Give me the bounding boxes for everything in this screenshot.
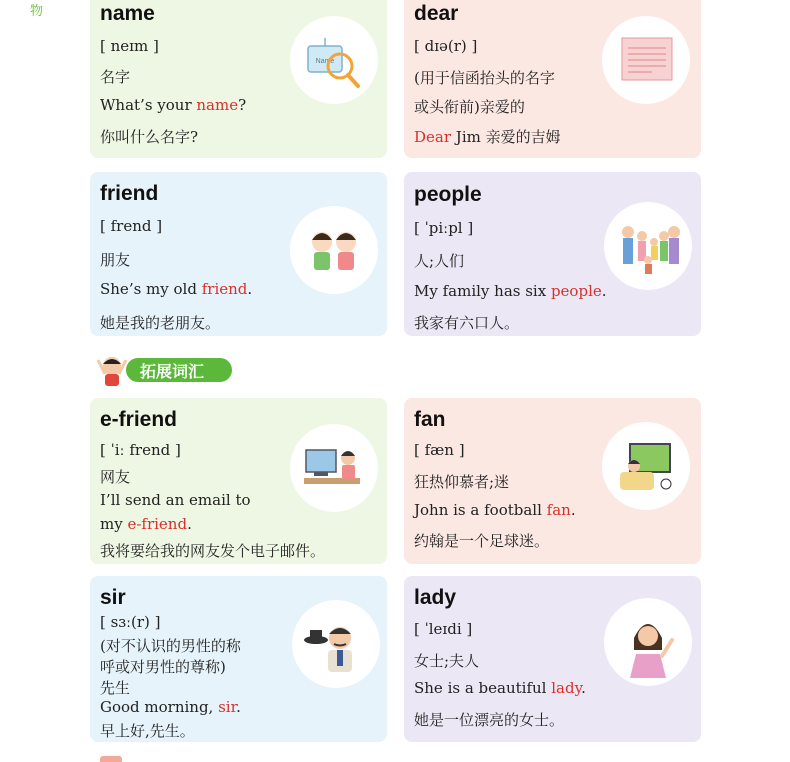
computer-chat-picture bbox=[290, 424, 378, 512]
vocab-word: fan bbox=[414, 408, 446, 431]
watching-football-picture bbox=[602, 422, 690, 510]
vocab-meaning: 名字 bbox=[100, 68, 131, 86]
vocab-translation: 她是我的老朋友。 bbox=[100, 314, 221, 332]
vocab-card-friend bbox=[90, 172, 387, 336]
vocab-meaning: (用于信函抬头的名字 bbox=[414, 69, 555, 87]
vocab-sentence: Good morning, sir. bbox=[100, 698, 241, 716]
vocab-card-sir bbox=[90, 576, 387, 742]
name-tag-magnifier-picture bbox=[290, 16, 378, 104]
lady-waving-picture bbox=[604, 598, 692, 686]
letter-paper-picture bbox=[602, 16, 690, 104]
vocab-translation: 你叫什么名字? bbox=[100, 128, 199, 146]
vocab-card-lady bbox=[404, 576, 701, 742]
vocab-word: friend bbox=[100, 182, 159, 205]
vocab-phonetic: [ ˈleɪdi ] bbox=[414, 620, 473, 638]
vocab-phonetic: [ ˈiː frend ] bbox=[100, 441, 181, 459]
vocab-phonetic: [ dɪə(r) ] bbox=[414, 37, 478, 55]
vocab-sentence: Dear Jim 亲爱的吉姆 bbox=[414, 128, 561, 146]
vocab-card-dear bbox=[404, 0, 701, 158]
vocab-meaning: 或头衔前)亲爱的 bbox=[414, 98, 525, 116]
vocab-meaning: 朋友 bbox=[100, 251, 131, 269]
vocab-sentence: What’s your name? bbox=[100, 96, 247, 114]
vocab-card-name bbox=[90, 0, 387, 158]
vocab-meaning: 人;人们 bbox=[414, 252, 465, 270]
next-section-marker bbox=[100, 756, 122, 762]
vocab-word: people bbox=[414, 183, 482, 206]
vocab-word: sir bbox=[100, 586, 126, 609]
vocab-sentence: my e-friend. bbox=[100, 515, 192, 533]
vocab-phonetic: [ ˈpiːpl ] bbox=[414, 219, 474, 237]
name-tag-label: Name bbox=[315, 58, 335, 65]
vocab-word: dear bbox=[414, 2, 459, 25]
two-girls-picture bbox=[290, 206, 378, 294]
family-picture bbox=[604, 202, 692, 290]
vocab-card-fan bbox=[404, 398, 701, 564]
vocab-sentence-line1: I’ll send an email to bbox=[100, 491, 251, 509]
vocab-card-e-friend bbox=[90, 398, 387, 564]
vocab-phonetic: [ frend ] bbox=[100, 217, 163, 235]
vocab-card-people bbox=[404, 172, 701, 336]
vocab-phonetic: [ sɜː(r) ] bbox=[100, 613, 161, 631]
vocab-sentence: She’s my old friend. bbox=[100, 280, 253, 298]
vocab-sentence: She is a beautiful lady. bbox=[414, 679, 586, 697]
vocab-meaning: (对不认识的男性的称 bbox=[100, 637, 241, 655]
vocab-translation: 我将要给我的网友发个电子邮件。 bbox=[100, 542, 326, 560]
vocab-translation: 她是一位漂亮的女士。 bbox=[414, 711, 565, 729]
vocab-word: e-friend bbox=[100, 408, 178, 431]
vocab-translation: 早上好,先生。 bbox=[100, 722, 195, 740]
gentleman-hat-picture bbox=[292, 600, 380, 688]
side-label: 物 bbox=[30, 4, 44, 19]
vocab-translation: 约翰是一个足球迷。 bbox=[414, 532, 550, 550]
section-title: 拓展词汇 bbox=[140, 362, 205, 381]
vocab-meaning: 呼或对男性的尊称) bbox=[100, 658, 226, 676]
vocab-meaning: 网友 bbox=[100, 468, 131, 486]
vocab-phonetic: [ fæn ] bbox=[414, 441, 465, 459]
vocab-translation: 我家有六口人。 bbox=[414, 314, 520, 332]
vocab-phonetic: [ neɪm ] bbox=[100, 37, 159, 55]
vocab-word: name bbox=[100, 2, 155, 25]
vocab-meaning: 女士;夫人 bbox=[414, 652, 480, 670]
vocab-word: lady bbox=[414, 586, 457, 609]
vocab-sentence: John is a football fan. bbox=[414, 501, 576, 519]
vocab-meaning: 狂热仰慕者;迷 bbox=[414, 473, 510, 491]
extended-vocabulary-banner bbox=[92, 352, 232, 388]
vocab-meaning: 先生 bbox=[100, 679, 131, 697]
vocab-sentence: My family has six people. bbox=[414, 282, 607, 300]
